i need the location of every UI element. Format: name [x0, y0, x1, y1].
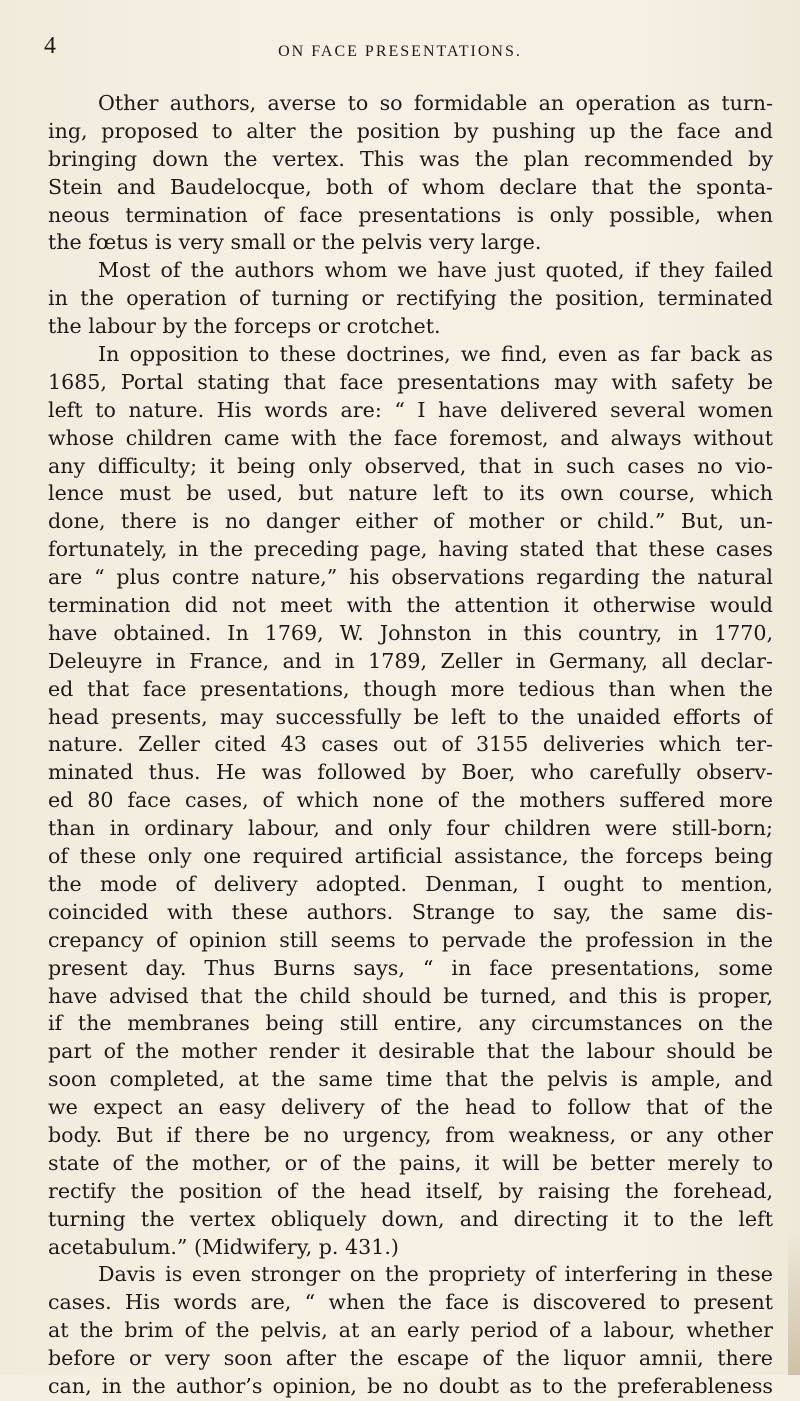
text-line: of these only one required artificial assistance, the forceps being [48, 844, 773, 869]
text-line: crepancy of opinion still seems to pervade the profession in the [48, 927, 773, 952]
text-line: Stein and Baudelocque, both of whom declare that the sponta- [48, 174, 773, 199]
body-text [48, 90, 773, 1401]
text-line: than in ordinary labour, and only four children were still-born; [48, 816, 773, 841]
text-line: ed 80 face cases, of which none of the mothers suffered more [48, 788, 773, 813]
text-line: the fœtus is very small or the pelvis very large. [48, 230, 542, 255]
text-line: turning the vertex obliquely down, and directing it to the left [48, 1206, 773, 1231]
text-line: in the operation of turning or rectifying the position, terminated [48, 286, 773, 311]
text-line: cases. His words are, “ when the face is discovered to present [48, 1290, 773, 1315]
text-line: acetabulum.” (Midwifery, p. 431.) [48, 1234, 399, 1259]
text-line: at the brim of the pelvis, at an early period of a labour, whether [48, 1318, 773, 1343]
text-line: can, in the author’s opinion, be no doubt as to the preferableness [48, 1373, 773, 1398]
text-line: ing, proposed to alter the position by pushing up the face and [48, 118, 773, 143]
text-line: have obtained. In 1769, W. Johnston in this country, in 1770, [48, 620, 773, 645]
text-line: 1685, Portal stating that face presentations may with safety be [48, 369, 773, 394]
text-line: In opposition to these doctrines, we find, even as far back as [98, 342, 773, 367]
text-line: Other authors, averse to so formidable an operation as turn- [98, 91, 773, 115]
text-line: if the membranes being still entire, any circumstances on the [48, 1011, 773, 1036]
text-line: left to nature. His words are: “ I have delivered several women [48, 397, 773, 422]
text-line: before or very soon after the escape of the liquor amnii, there [48, 1346, 773, 1371]
text-line: the labour by the forceps or crotchet. [48, 314, 441, 339]
text-line: we expect an easy delivery of the head to follow that of the [48, 1095, 773, 1120]
text-line: done, there is no danger either of mother or child.” But, un- [48, 509, 773, 534]
text-line: present day. Thus Burns says, “ in face presentations, some [48, 955, 773, 980]
text-line: state of the mother, or of the pains, it will be better merely to [48, 1150, 773, 1175]
text-line: termination did not meet with the attention it otherwise would [48, 593, 773, 618]
text-line: nature. Zeller cited 43 cases out of 3155 deliveries which ter- [48, 732, 773, 757]
text-line: coincided with these authors. Strange to say, the same dis- [48, 899, 773, 924]
text-line: head presents, may successfully be left to the unaided efforts of [48, 704, 773, 729]
page-number: 4 [44, 33, 56, 59]
text-line: any difficulty; it being only observed, that in such cases no vio- [48, 453, 773, 478]
text-line: fortunately, in the preceding page, having stated that these cases [48, 537, 773, 562]
page-edge-shadow [788, 1230, 800, 1375]
text-line: the mode of delivery adopted. Denman, I ought to mention, [48, 871, 773, 896]
text-line: whose children came with the face foremost, and always without [48, 425, 773, 450]
text-line: neous termination of face presentations is only possible, when [48, 202, 773, 227]
text-line: minated thus. He was followed by Boer, who carefully observ- [48, 760, 773, 785]
text-line: bringing down the vertex. This was the plan recommended by [48, 146, 773, 171]
text-line: are “ plus contre nature,” his observations regarding the natural [48, 565, 773, 590]
text-line: Davis is even stronger on the propriety of interfering in these [98, 1262, 773, 1287]
text-line: soon completed, at the same time that the pelvis is ample, and [48, 1067, 773, 1092]
text-line: part of the mother render it desirable that the labour should be [48, 1039, 773, 1064]
text-line: lence must be used, but nature left to its own course, which [48, 481, 773, 506]
text-line: rectify the position of the head itself, by raising the forehead, [48, 1178, 773, 1203]
text-line: ed that face presentations, though more tedious than when the [48, 676, 773, 701]
text-line: have advised that the child should be turned, and this is proper, [48, 983, 773, 1008]
running-title: ON FACE PRESENTATIONS. [278, 43, 522, 60]
text-line: Deleuyre in France, and in 1789, Zeller in Germany, all declar- [48, 648, 773, 673]
text-line: Most of the authors whom we have just quoted, if they failed [98, 258, 773, 283]
text-line: body. But if there be no urgency, from weakness, or any other [48, 1122, 773, 1147]
